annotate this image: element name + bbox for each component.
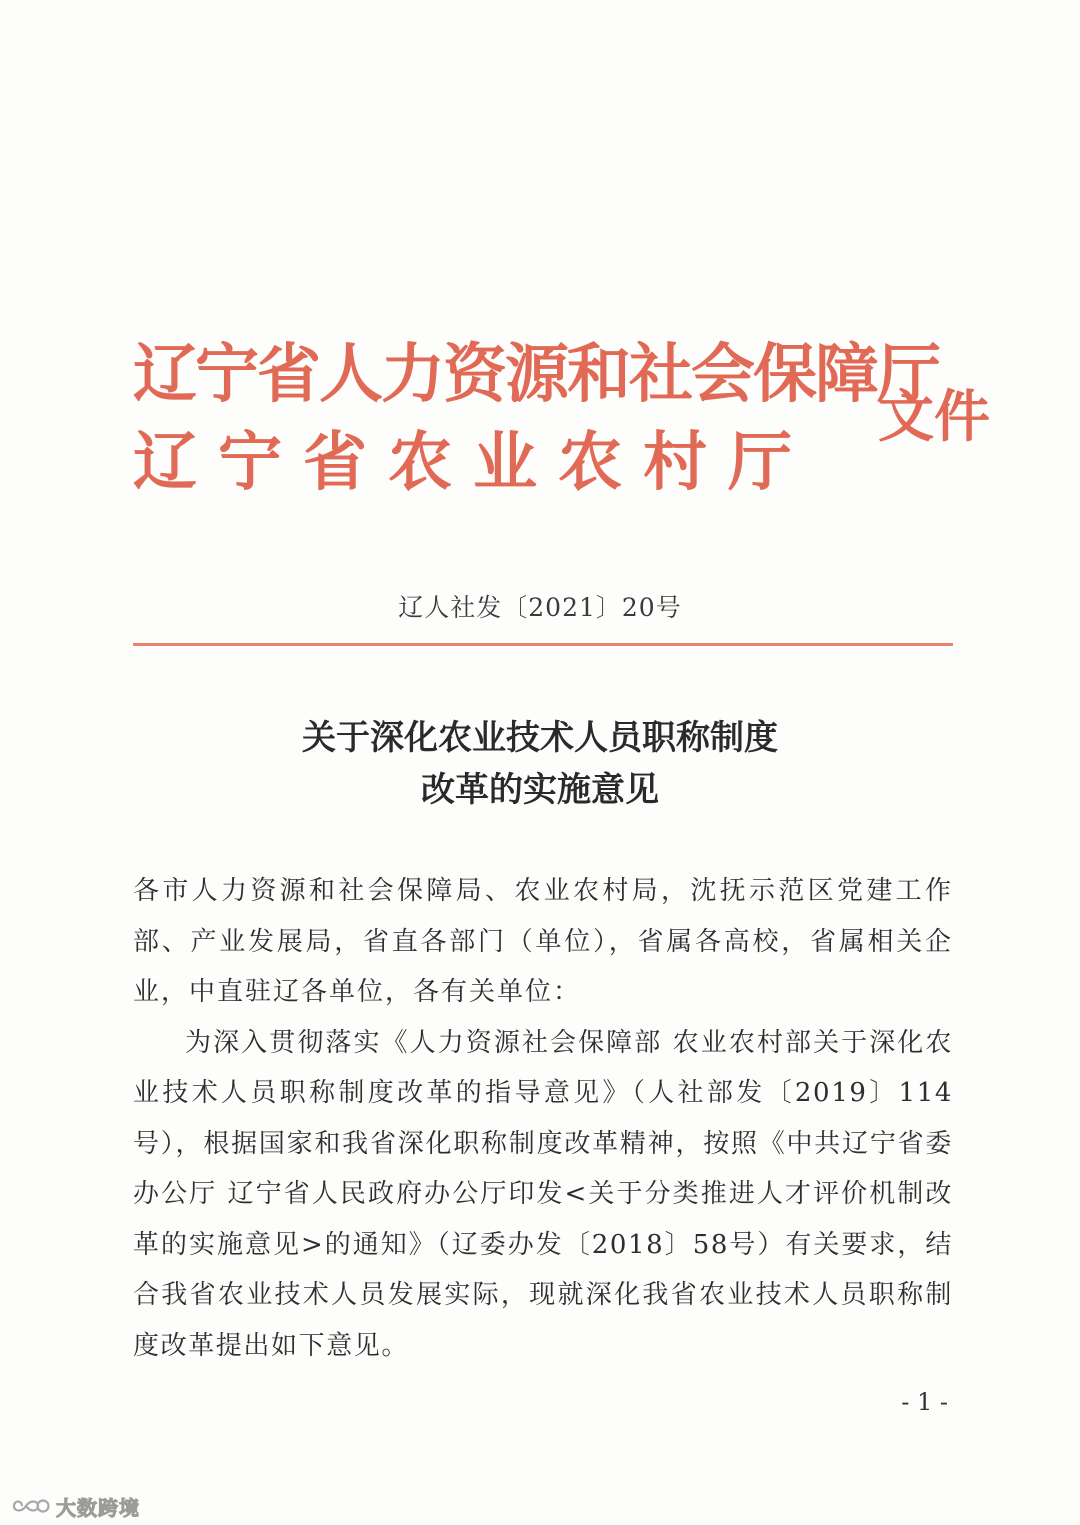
title-line-1: 关于深化农业技术人员职称制度 [302,718,778,758]
watermark [12,1488,140,1524]
agency-name-line-1: 辽宁省人力资源和社会保障厅 [133,338,939,412]
title-line-2: 改革的实施意见 [421,770,659,810]
document-title [0,712,1080,816]
addressee-paragraph: 各市人力资源和社会保障局、农业农村局，沈抚示范区党建工作部、产业发展局，省直各部门（单位），省属各高校，省属相关企业，中直驻辽各单位，各有关单位： [133,876,953,1007]
red-divider-line [133,643,953,646]
page-number: - 1 - [901,1388,948,1416]
document-body [133,866,953,1371]
body-paragraph-1: 为深入贯彻落实《人力资源社会保障部 农业农村部关于深化农业技术人员职称制度改革的指导意见》（人社部发〔2019〕114号），根据国家和我省深化职称制度改革精神，按照《中共辽宁省委办公厅 辽宁省人民政府办公厅印发<关于分类推进人才评价机制改革的实施意见>的通知》（辽委办发〔2018〕58号）有关要求，结合我省农业技术人员发展实际，现就深化我省农业技术人员职称制度改革提出如下意见。 [133,1027,953,1361]
document-label: 文件 [878,385,990,450]
red-letterhead [133,335,1003,510]
document-number: 辽人社发〔2021〕20号 [398,593,682,622]
infinity-logo-icon [12,1495,50,1517]
agency-name-line-2: 辽宁省农业农村厅 [133,426,813,500]
watermark-text: 大数跨境 [56,1495,140,1520]
